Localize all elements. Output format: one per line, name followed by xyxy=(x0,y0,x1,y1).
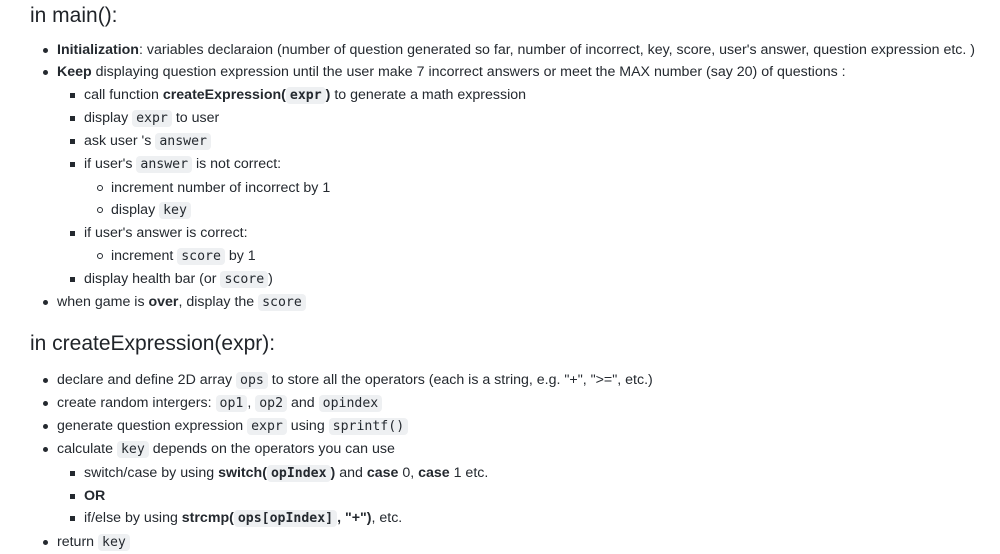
list-item-game-over: when game is over, display the score xyxy=(30,291,1000,314)
bullet-square xyxy=(70,93,75,98)
list-item-return: return key xyxy=(30,531,1000,554)
bullet-square xyxy=(70,116,75,121)
bullet-square xyxy=(70,494,75,499)
bullet-square xyxy=(70,162,75,167)
bullet-square xyxy=(70,231,75,236)
list-item-incorrect: if user's answer is not correct: increment number of incorrect by 1 display key xyxy=(57,153,1000,222)
list-item-health-bar: display health bar (or score ) xyxy=(57,268,1000,291)
list-item-call: call function createExpression( expr ) to generate a math expression xyxy=(57,84,1000,107)
list-item-display-key: display key xyxy=(84,199,1000,222)
list-item-generate: generate question expression expr using sprintf() xyxy=(30,415,1000,438)
list-item-increment-score: increment score by 1 xyxy=(84,245,1000,268)
bullet-disc xyxy=(43,401,48,406)
bullet-disc xyxy=(43,300,48,305)
list-item-or: OR xyxy=(57,485,1000,507)
bullet-circle xyxy=(97,185,103,191)
bullet-square xyxy=(70,277,75,282)
section-title-main: in main(): xyxy=(30,4,118,27)
incorrect-sublist xyxy=(84,177,1000,223)
list-item-switch: switch/case by using switch( opIndex ) and case 0, case 1 etc. xyxy=(57,462,1000,485)
bullet-disc xyxy=(43,540,48,545)
bullet-square xyxy=(70,471,75,476)
bullet-disc xyxy=(43,424,48,429)
list-item-initialization: Initialization: variables declaraion (number of question generated so far, number of incorrect, key, score, user's answer, question expression etc. ) xyxy=(30,39,1000,61)
bullet-square xyxy=(70,516,75,521)
list-item-calculate: calculate key depends on the operators you can use switch/case by using switch( opIndex ) and case 0, case 1 etc. OR if/else by using strcmp( ops[opIndex] , "+"), etc. xyxy=(30,438,1000,530)
list-item-increment-incorrect: increment number of incorrect by 1 xyxy=(84,177,1000,199)
bullet-disc xyxy=(43,378,48,383)
list-item-ask: ask user 's answer xyxy=(57,130,1000,153)
list-item-display-expr: display expr to user xyxy=(57,107,1000,130)
calculate-sublist xyxy=(57,462,1000,531)
list-item-ifelse: if/else by using strcmp( ops[opIndex] , "+"), etc. xyxy=(57,507,1000,530)
bullet-circle xyxy=(97,207,103,213)
list-item-declare: declare and define 2D array ops to store all the operators (each is a string, e.g. "+", ">=", etc.) xyxy=(30,369,1000,392)
bullet-disc xyxy=(43,48,48,53)
list-item-random: create random intergers: op1 , op2 and opindex xyxy=(30,392,1000,415)
bullet-disc xyxy=(43,447,48,452)
bullet-disc xyxy=(43,70,48,75)
section-title-create-expression: in createExpression(expr): xyxy=(30,331,276,355)
list-item-correct: if user's answer is correct: increment score by 1 xyxy=(57,222,1000,268)
list-item-keep: Keep displaying question expression until the user make 7 incorrect answers or meet the MAX number (say 20) of questions : call function createExpression( expr ) to generate a math expression display expr to user ask user 's answer if user's answer is not correct: increment number of incorrect by 1 display key if user's answer is correct: increment score by 1 display health bar (or score ) xyxy=(30,61,1000,291)
keep-sublist xyxy=(57,84,1000,292)
bullet-circle xyxy=(97,253,103,259)
main-list xyxy=(30,39,1000,315)
expr-list xyxy=(30,369,1000,554)
correct-sublist xyxy=(84,245,1000,268)
bullet-square xyxy=(70,139,75,144)
